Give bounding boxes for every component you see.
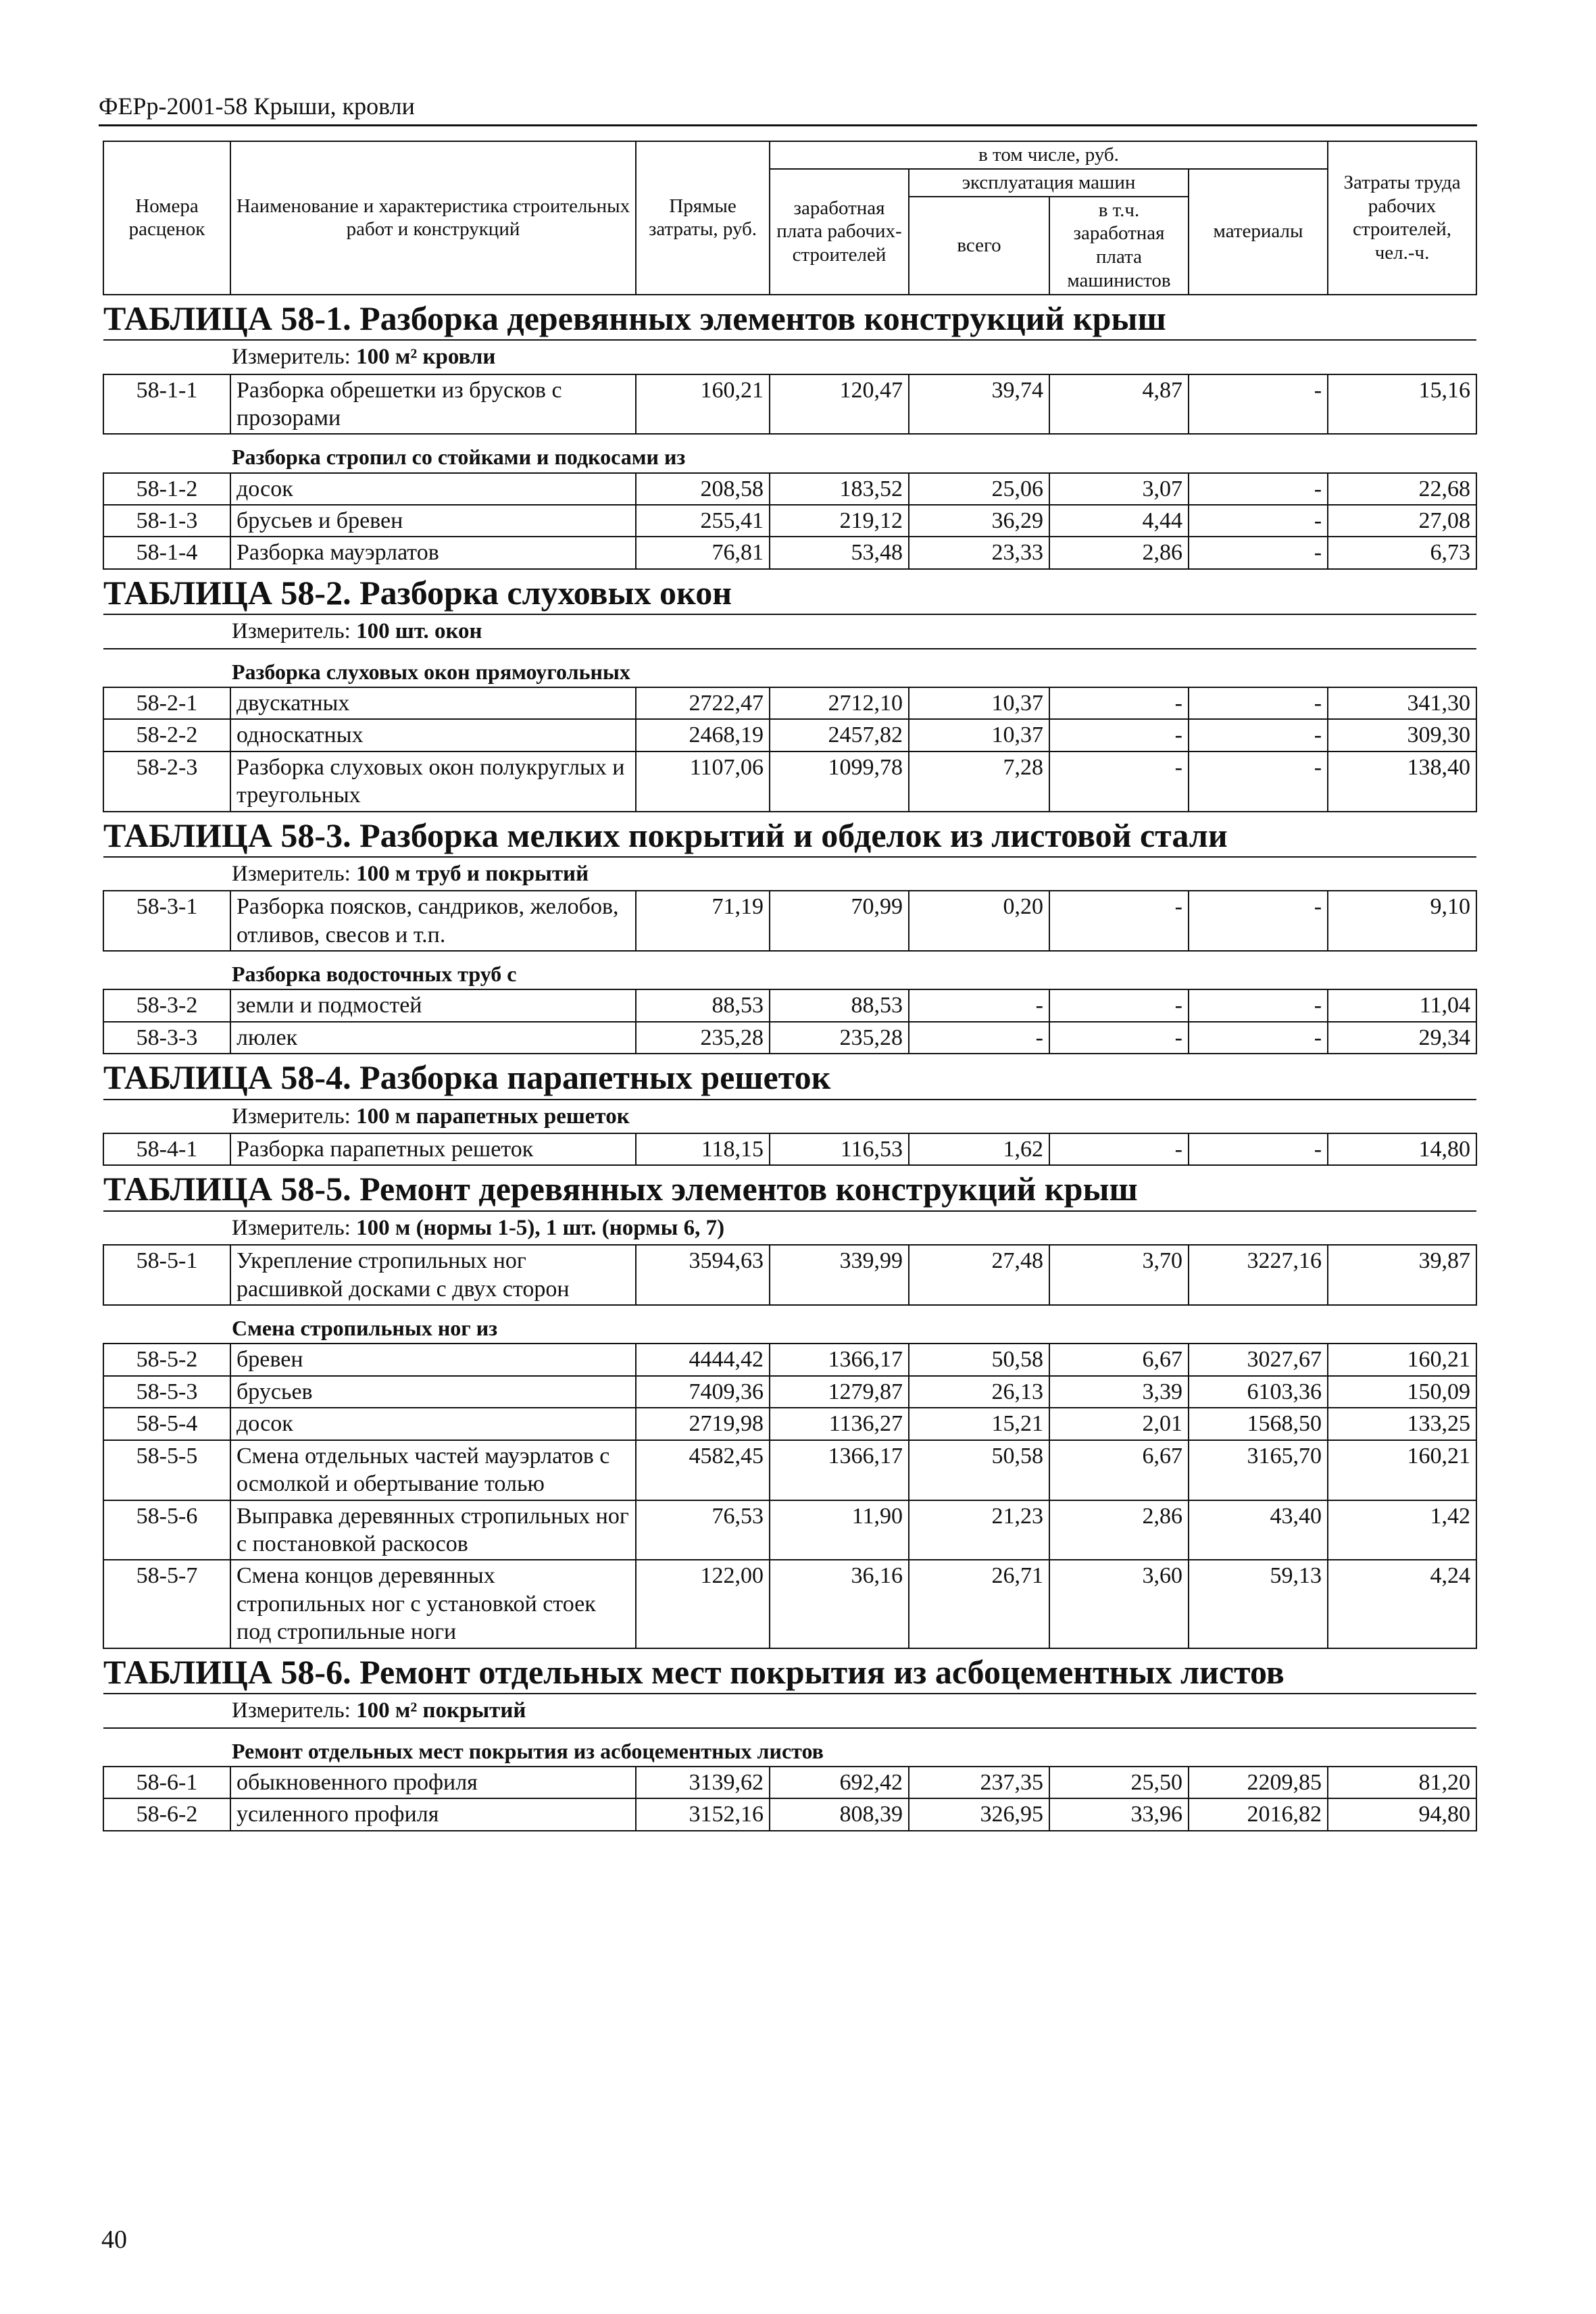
labor-cost: 6,73 xyxy=(1328,537,1476,568)
machine-cost-total: 237,35 xyxy=(909,1767,1049,1798)
unit-label: Измеритель: xyxy=(232,345,351,370)
worker-wage: 692,42 xyxy=(770,1767,909,1798)
worker-wage: 183,52 xyxy=(770,473,909,505)
materials-cost: - xyxy=(1189,891,1328,951)
labor-cost: 14,80 xyxy=(1328,1133,1476,1165)
unit-row xyxy=(103,857,1476,891)
page-number: 40 xyxy=(101,2225,127,2254)
unit-value: 100 м² кровли xyxy=(356,345,496,370)
table-row xyxy=(103,1245,1476,1305)
rate-code: 58-3-3 xyxy=(103,1022,230,1054)
rate-code: 58-3-2 xyxy=(103,989,230,1021)
section-title: ТАБЛИЦА 58-3. Разборка мелких покрытий и обделок из листовой стали xyxy=(103,812,1476,858)
machinist-wage: 2,86 xyxy=(1049,537,1189,568)
machinist-wage: - xyxy=(1049,989,1189,1021)
machinist-wage: 3,60 xyxy=(1049,1560,1189,1648)
section-title-row xyxy=(103,1648,1476,1694)
machine-cost-total: 50,58 xyxy=(909,1344,1049,1375)
materials-cost: - xyxy=(1189,473,1328,505)
unit-row xyxy=(103,1100,1476,1133)
machine-cost-total: 0,20 xyxy=(909,891,1049,951)
labor-cost: 133,25 xyxy=(1328,1408,1476,1439)
worker-wage: 116,53 xyxy=(770,1133,909,1165)
materials-cost: - xyxy=(1189,1133,1328,1165)
unit-row xyxy=(103,340,1476,374)
table-row xyxy=(103,1408,1476,1439)
rate-code: 58-6-1 xyxy=(103,1767,230,1798)
materials-cost: - xyxy=(1189,719,1328,751)
table-row xyxy=(103,752,1476,812)
labor-cost: 4,24 xyxy=(1328,1560,1476,1648)
machine-cost-total: 50,58 xyxy=(909,1440,1049,1500)
labor-cost: 309,30 xyxy=(1328,719,1476,751)
machine-cost-total: 39,74 xyxy=(909,374,1049,435)
work-name: люлек xyxy=(230,1022,636,1054)
work-name: бревен xyxy=(230,1344,636,1375)
machinist-wage: - xyxy=(1049,891,1189,951)
machine-cost-total: 10,37 xyxy=(909,687,1049,719)
work-name: Укрепление стропильных ног расшивкой досками с двух сторон xyxy=(230,1245,636,1305)
labor-cost: 1,42 xyxy=(1328,1500,1476,1560)
col-wage-header: заработная плата рабочих-строителей xyxy=(770,169,909,295)
rate-code: 58-2-1 xyxy=(103,687,230,719)
labor-cost: 160,21 xyxy=(1328,1344,1476,1375)
table-row xyxy=(103,505,1476,537)
rate-code: 58-6-2 xyxy=(103,1798,230,1830)
worker-wage: 2457,82 xyxy=(770,719,909,751)
table-row xyxy=(103,719,1476,751)
section-title-row xyxy=(103,1165,1476,1211)
materials-cost: - xyxy=(1189,505,1328,537)
labor-cost: 341,30 xyxy=(1328,687,1476,719)
table-row xyxy=(103,989,1476,1021)
machinist-wage: - xyxy=(1049,687,1189,719)
machine-cost-total: - xyxy=(909,989,1049,1021)
col-materials-header: материалы xyxy=(1189,169,1328,295)
unit-value: 100 м² покрытий xyxy=(356,1698,526,1723)
table-header xyxy=(103,141,1476,295)
unit-value: 100 шт. окон xyxy=(356,619,482,644)
machine-cost-total: 7,28 xyxy=(909,752,1049,812)
work-name: Разборка слуховых окон полукруглых и треугольных xyxy=(230,752,636,812)
subheader: Разборка стропил со стойками и подкосами из xyxy=(103,434,1476,472)
direct-cost: 3139,62 xyxy=(636,1767,770,1798)
col-labor-header: Затраты труда рабочих строителей, чел.-ч. xyxy=(1328,141,1476,295)
work-name: брусьев и бревен xyxy=(230,505,636,537)
table-row xyxy=(103,1376,1476,1408)
labor-cost: 9,10 xyxy=(1328,891,1476,951)
table-body xyxy=(103,295,1476,1831)
work-name: односкатных xyxy=(230,719,636,751)
unit-row xyxy=(103,614,1476,648)
labor-cost: 94,80 xyxy=(1328,1798,1476,1830)
rate-code: 58-1-3 xyxy=(103,505,230,537)
machinist-wage: 25,50 xyxy=(1049,1767,1189,1798)
table-row xyxy=(103,1344,1476,1375)
machinist-wage: 4,44 xyxy=(1049,505,1189,537)
materials-cost: 2016,82 xyxy=(1189,1798,1328,1830)
machine-cost-total: - xyxy=(909,1022,1049,1054)
work-name: Разборка поясков, сандриков, желобов, отливов, свесов и т.п. xyxy=(230,891,636,951)
direct-cost: 88,53 xyxy=(636,989,770,1021)
worker-wage: 1366,17 xyxy=(770,1440,909,1500)
materials-cost: 43,40 xyxy=(1189,1500,1328,1560)
rate-code: 58-2-2 xyxy=(103,719,230,751)
unit-label: Измеритель: xyxy=(232,1698,351,1723)
table-row xyxy=(103,473,1476,505)
direct-cost: 7409,36 xyxy=(636,1376,770,1408)
worker-wage: 339,99 xyxy=(770,1245,909,1305)
direct-cost: 122,00 xyxy=(636,1560,770,1648)
materials-cost: - xyxy=(1189,374,1328,435)
machine-cost-total: 27,48 xyxy=(909,1245,1049,1305)
subheader-row xyxy=(103,649,1476,687)
work-name: Разборка парапетных решеток xyxy=(230,1133,636,1165)
worker-wage: 1366,17 xyxy=(770,1344,909,1375)
page-header xyxy=(99,92,1477,126)
unit-label: Измеритель: xyxy=(232,1104,351,1129)
subheader: Разборка водосточных труб с xyxy=(103,951,1476,989)
work-name: Смена концов деревянных стропильных ног с установкой стоек под стропильные ноги xyxy=(230,1560,636,1648)
direct-cost: 160,21 xyxy=(636,374,770,435)
page-header-title: ФЕРр-2001-58 Крыши, кровли xyxy=(99,93,415,120)
rate-code: 58-5-1 xyxy=(103,1245,230,1305)
worker-wage: 1099,78 xyxy=(770,752,909,812)
unit-row xyxy=(103,1694,1476,1727)
machine-cost-total: 21,23 xyxy=(909,1500,1049,1560)
materials-cost: - xyxy=(1189,1022,1328,1054)
col-incl-header: в том числе, руб. xyxy=(770,141,1328,169)
direct-cost: 1107,06 xyxy=(636,752,770,812)
work-name: усиленного профиля xyxy=(230,1798,636,1830)
section-title-row xyxy=(103,569,1476,615)
machinist-wage: 6,67 xyxy=(1049,1440,1189,1500)
machinist-wage: 6,67 xyxy=(1049,1344,1189,1375)
section-title: ТАБЛИЦА 58-5. Ремонт деревянных элементов конструкций крыш xyxy=(103,1165,1476,1211)
work-name: досок xyxy=(230,473,636,505)
col-direct-header: Прямые затраты, руб. xyxy=(636,141,770,295)
rates-table xyxy=(103,141,1477,1831)
table-row xyxy=(103,687,1476,719)
labor-cost: 81,20 xyxy=(1328,1767,1476,1798)
direct-cost: 2468,19 xyxy=(636,719,770,751)
direct-cost: 255,41 xyxy=(636,505,770,537)
unit-label: Измеритель: xyxy=(232,1215,351,1240)
labor-cost: 150,09 xyxy=(1328,1376,1476,1408)
section-title-row xyxy=(103,295,1476,341)
unit-row xyxy=(103,1211,1476,1245)
machine-cost-total: 1,62 xyxy=(909,1133,1049,1165)
machine-cost-total: 10,37 xyxy=(909,719,1049,751)
subheader: Разборка слуховых окон прямоугольных xyxy=(103,649,1476,687)
materials-cost: - xyxy=(1189,752,1328,812)
materials-cost: 2209,85 xyxy=(1189,1767,1328,1798)
direct-cost: 3152,16 xyxy=(636,1798,770,1830)
subheader-row xyxy=(103,1728,1476,1767)
worker-wage: 120,47 xyxy=(770,374,909,435)
machine-cost-total: 36,29 xyxy=(909,505,1049,537)
work-name: двускатных xyxy=(230,687,636,719)
worker-wage: 11,90 xyxy=(770,1500,909,1560)
work-name: Разборка мауэрлатов xyxy=(230,537,636,568)
worker-wage: 235,28 xyxy=(770,1022,909,1054)
machinist-wage: - xyxy=(1049,752,1189,812)
materials-cost: - xyxy=(1189,537,1328,568)
unit-value: 100 м (нормы 1-5), 1 шт. (нормы 6, 7) xyxy=(356,1215,725,1240)
machinist-wage: 2,86 xyxy=(1049,1500,1189,1560)
worker-wage: 1279,87 xyxy=(770,1376,909,1408)
machinist-wage: - xyxy=(1049,1022,1189,1054)
materials-cost: 6103,36 xyxy=(1189,1376,1328,1408)
direct-cost: 76,53 xyxy=(636,1500,770,1560)
machinist-wage: 4,87 xyxy=(1049,374,1189,435)
materials-cost: - xyxy=(1189,687,1328,719)
subheader: Смена стропильных ног из xyxy=(103,1305,1476,1344)
materials-cost: 59,13 xyxy=(1189,1560,1328,1648)
rate-code: 58-5-4 xyxy=(103,1408,230,1439)
direct-cost: 2722,47 xyxy=(636,687,770,719)
direct-cost: 71,19 xyxy=(636,891,770,951)
machinist-wage: 3,70 xyxy=(1049,1245,1189,1305)
section-title: ТАБЛИЦА 58-4. Разборка парапетных решеток xyxy=(103,1054,1476,1100)
machinist-wage: 33,96 xyxy=(1049,1798,1189,1830)
work-name: Выправка деревянных стропильных ног с постановкой раскосов xyxy=(230,1500,636,1560)
worker-wage: 88,53 xyxy=(770,989,909,1021)
rate-code: 58-5-3 xyxy=(103,1376,230,1408)
section-title: ТАБЛИЦА 58-2. Разборка слуховых окон xyxy=(103,569,1476,615)
unit-value: 100 м труб и покрытий xyxy=(356,862,589,887)
direct-cost: 4582,45 xyxy=(636,1440,770,1500)
worker-wage: 53,48 xyxy=(770,537,909,568)
direct-cost: 2719,98 xyxy=(636,1408,770,1439)
rate-code: 58-3-1 xyxy=(103,891,230,951)
labor-cost: 22,68 xyxy=(1328,473,1476,505)
materials-cost: 1568,50 xyxy=(1189,1408,1328,1439)
rate-code: 58-5-2 xyxy=(103,1344,230,1375)
materials-cost: 3227,16 xyxy=(1189,1245,1328,1305)
machine-cost-total: 15,21 xyxy=(909,1408,1049,1439)
machinist-wage: - xyxy=(1049,1133,1189,1165)
table-row xyxy=(103,374,1476,435)
machine-cost-total: 26,13 xyxy=(909,1376,1049,1408)
subheader-row xyxy=(103,434,1476,472)
labor-cost: 29,34 xyxy=(1328,1022,1476,1054)
direct-cost: 76,81 xyxy=(636,537,770,568)
rate-code: 58-4-1 xyxy=(103,1133,230,1165)
rate-code: 58-1-2 xyxy=(103,473,230,505)
machinist-wage: 3,07 xyxy=(1049,473,1189,505)
work-name: обыкновенного профиля xyxy=(230,1767,636,1798)
direct-cost: 208,58 xyxy=(636,473,770,505)
table-row xyxy=(103,537,1476,568)
table-row xyxy=(103,1022,1476,1054)
rate-code: 58-5-7 xyxy=(103,1560,230,1648)
rate-code: 58-1-1 xyxy=(103,374,230,435)
labor-cost: 15,16 xyxy=(1328,374,1476,435)
labor-cost: 27,08 xyxy=(1328,505,1476,537)
machinist-wage: - xyxy=(1049,719,1189,751)
table-row xyxy=(103,1133,1476,1165)
worker-wage: 219,12 xyxy=(770,505,909,537)
section-title: ТАБЛИЦА 58-1. Разборка деревянных элементов конструкций крыш xyxy=(103,295,1476,341)
rate-code: 58-5-6 xyxy=(103,1500,230,1560)
direct-cost: 3594,63 xyxy=(636,1245,770,1305)
direct-cost: 235,28 xyxy=(636,1022,770,1054)
labor-cost: 138,40 xyxy=(1328,752,1476,812)
work-name: Разборка обрешетки из брусков с прозорами xyxy=(230,374,636,435)
rate-code: 58-2-3 xyxy=(103,752,230,812)
table-row xyxy=(103,1500,1476,1560)
work-name: земли и подмостей xyxy=(230,989,636,1021)
col-mach-wage-header: в т.ч. заработная плата машинистов xyxy=(1049,197,1189,295)
section-title-row xyxy=(103,812,1476,858)
machinist-wage: 3,39 xyxy=(1049,1376,1189,1408)
worker-wage: 808,39 xyxy=(770,1798,909,1830)
worker-wage: 36,16 xyxy=(770,1560,909,1648)
materials-cost: - xyxy=(1189,989,1328,1021)
section-title: ТАБЛИЦА 58-6. Ремонт отдельных мест покрытия из асбоцементных листов xyxy=(103,1648,1476,1694)
worker-wage: 70,99 xyxy=(770,891,909,951)
table-row xyxy=(103,1767,1476,1798)
table-row xyxy=(103,891,1476,951)
direct-cost: 4444,42 xyxy=(636,1344,770,1375)
machine-cost-total: 26,71 xyxy=(909,1560,1049,1648)
subheader-row xyxy=(103,1305,1476,1344)
unit-value: 100 м парапетных решеток xyxy=(356,1104,630,1129)
labor-cost: 11,04 xyxy=(1328,989,1476,1021)
machine-cost-total: 326,95 xyxy=(909,1798,1049,1830)
work-name: брусьев xyxy=(230,1376,636,1408)
subheader: Ремонт отдельных мест покрытия из асбоцементных листов xyxy=(103,1728,1476,1767)
section-title-row xyxy=(103,1054,1476,1100)
col-name-header: Наименование и характеристика строительных работ и конструкций xyxy=(230,141,636,295)
unit-label: Измеритель: xyxy=(232,862,351,887)
col-code-header: Номера расценок xyxy=(103,141,230,295)
rate-code: 58-1-4 xyxy=(103,537,230,568)
col-mach-total-header: всего xyxy=(909,197,1049,295)
table-row xyxy=(103,1798,1476,1830)
rate-code: 58-5-5 xyxy=(103,1440,230,1500)
work-name: Смена отдельных частей мауэрлатов с осмолкой и обертывание толью xyxy=(230,1440,636,1500)
work-name: досок xyxy=(230,1408,636,1439)
machine-cost-total: 23,33 xyxy=(909,537,1049,568)
unit-label: Измеритель: xyxy=(232,619,351,644)
col-machines-header: эксплуатация машин xyxy=(909,169,1189,197)
worker-wage: 1136,27 xyxy=(770,1408,909,1439)
machine-cost-total: 25,06 xyxy=(909,473,1049,505)
direct-cost: 118,15 xyxy=(636,1133,770,1165)
subheader-row xyxy=(103,951,1476,989)
materials-cost: 3027,67 xyxy=(1189,1344,1328,1375)
labor-cost: 39,87 xyxy=(1328,1245,1476,1305)
table-row xyxy=(103,1560,1476,1648)
materials-cost: 3165,70 xyxy=(1189,1440,1328,1500)
labor-cost: 160,21 xyxy=(1328,1440,1476,1500)
table-row xyxy=(103,1440,1476,1500)
machinist-wage: 2,01 xyxy=(1049,1408,1189,1439)
worker-wage: 2712,10 xyxy=(770,687,909,719)
